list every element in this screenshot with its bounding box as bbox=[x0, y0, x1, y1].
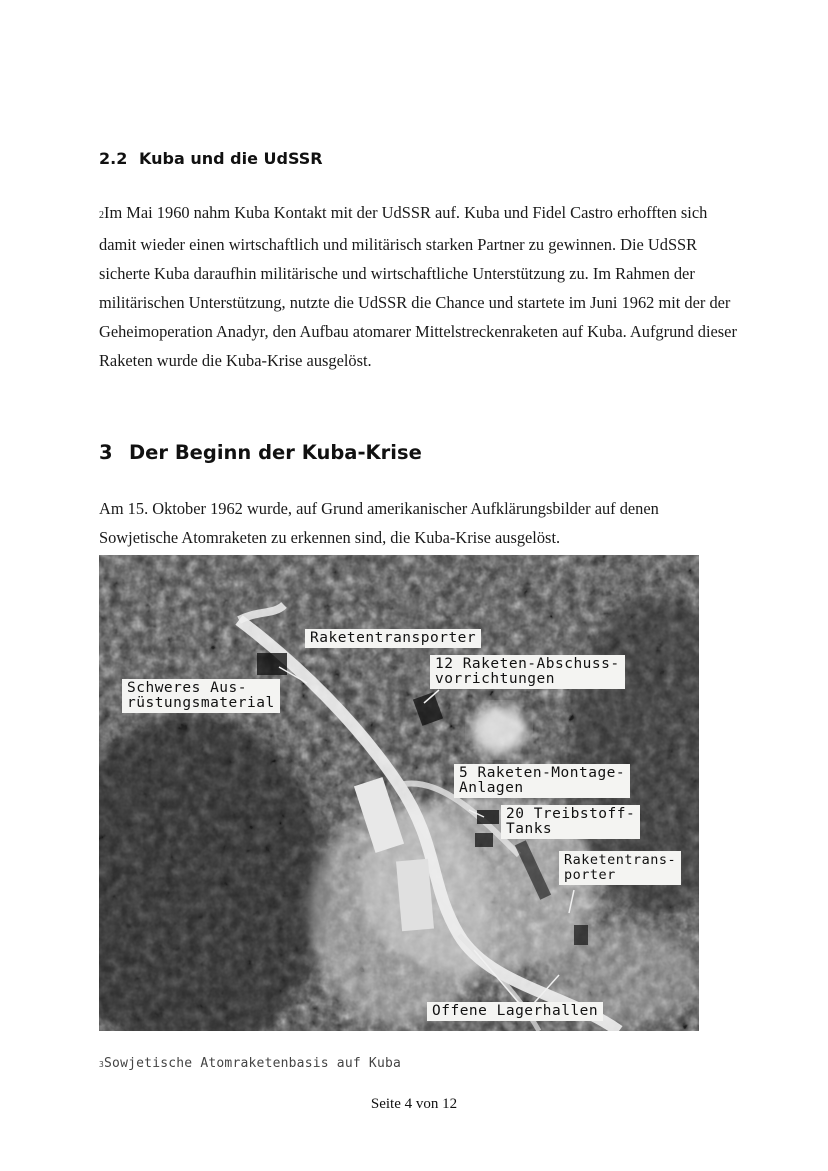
section-3-heading bbox=[99, 441, 422, 464]
label-raketen-abschussvorrichtungen: 12 Raketen-Abschuss- vorrichtungen bbox=[430, 655, 625, 689]
label-raketentransporter-2: Raketentrans- porter bbox=[559, 851, 681, 885]
label-raketen-montage-anlagen: 5 Raketen-Montage- Anlagen bbox=[454, 764, 630, 798]
page-number: Seite 4 von 12 bbox=[370, 1096, 458, 1112]
paragraph-text: Am 15. Oktober 1962 wurde, auf Grund amerikanischer Aufklärungsbilder auf denen Sowjetische Atomraketen zu erkennen sind, die Kuba-Krise ausgelöst. bbox=[99, 499, 659, 547]
caption-text: Sowjetische Atomraketenbasis auf Kuba bbox=[104, 1056, 402, 1071]
section-number: 2.2 bbox=[99, 149, 128, 168]
section-title: Der Beginn der Kuba-Krise bbox=[129, 441, 422, 464]
paragraph-text: Im Mai 1960 nahm Kuba Kontakt mit der UdSSR auf. Kuba und Fidel Castro erhofften sich damit wieder einen wirtschaftlich und militärisch starken Partner zu gewinnen. Die UdSSR sicherte Kuba daraufhin militärische und wirtschaftliche Unterstützung zu. Im Rahmen der militärischen Unterstützung, nutzte die UdSSR die Chance und startete im Juni 1962 mit der der Geheimoperation Anadyr, den Aufbau atomarer Mittelstreckenraketen auf Kuba. Aufgrund dieser Raketen wurde die Kuba-Krise ausgelöst. bbox=[99, 203, 737, 370]
footnote-ref: 3 bbox=[99, 1060, 105, 1069]
label-treibstoff-tanks: 20 Treibstoff- Tanks bbox=[501, 805, 640, 839]
section-title: Kuba und die UdSSR bbox=[139, 149, 323, 168]
label-offene-lagerhallen: Offene Lagerhallen bbox=[427, 1002, 603, 1021]
section-2-2-paragraph bbox=[99, 198, 739, 375]
section-number: 3 bbox=[99, 441, 113, 464]
figure-caption bbox=[99, 1056, 401, 1071]
aerial-reconnaissance-photo bbox=[99, 555, 699, 1031]
label-raketentransporter: Raketentransporter bbox=[305, 629, 481, 648]
section-3-paragraph bbox=[99, 494, 739, 552]
label-schweres-ausruestungsmaterial: Schweres Aus- rüstungsmaterial bbox=[122, 679, 280, 713]
section-2-2-heading bbox=[99, 149, 323, 168]
footnote-ref: 2 bbox=[99, 210, 104, 221]
